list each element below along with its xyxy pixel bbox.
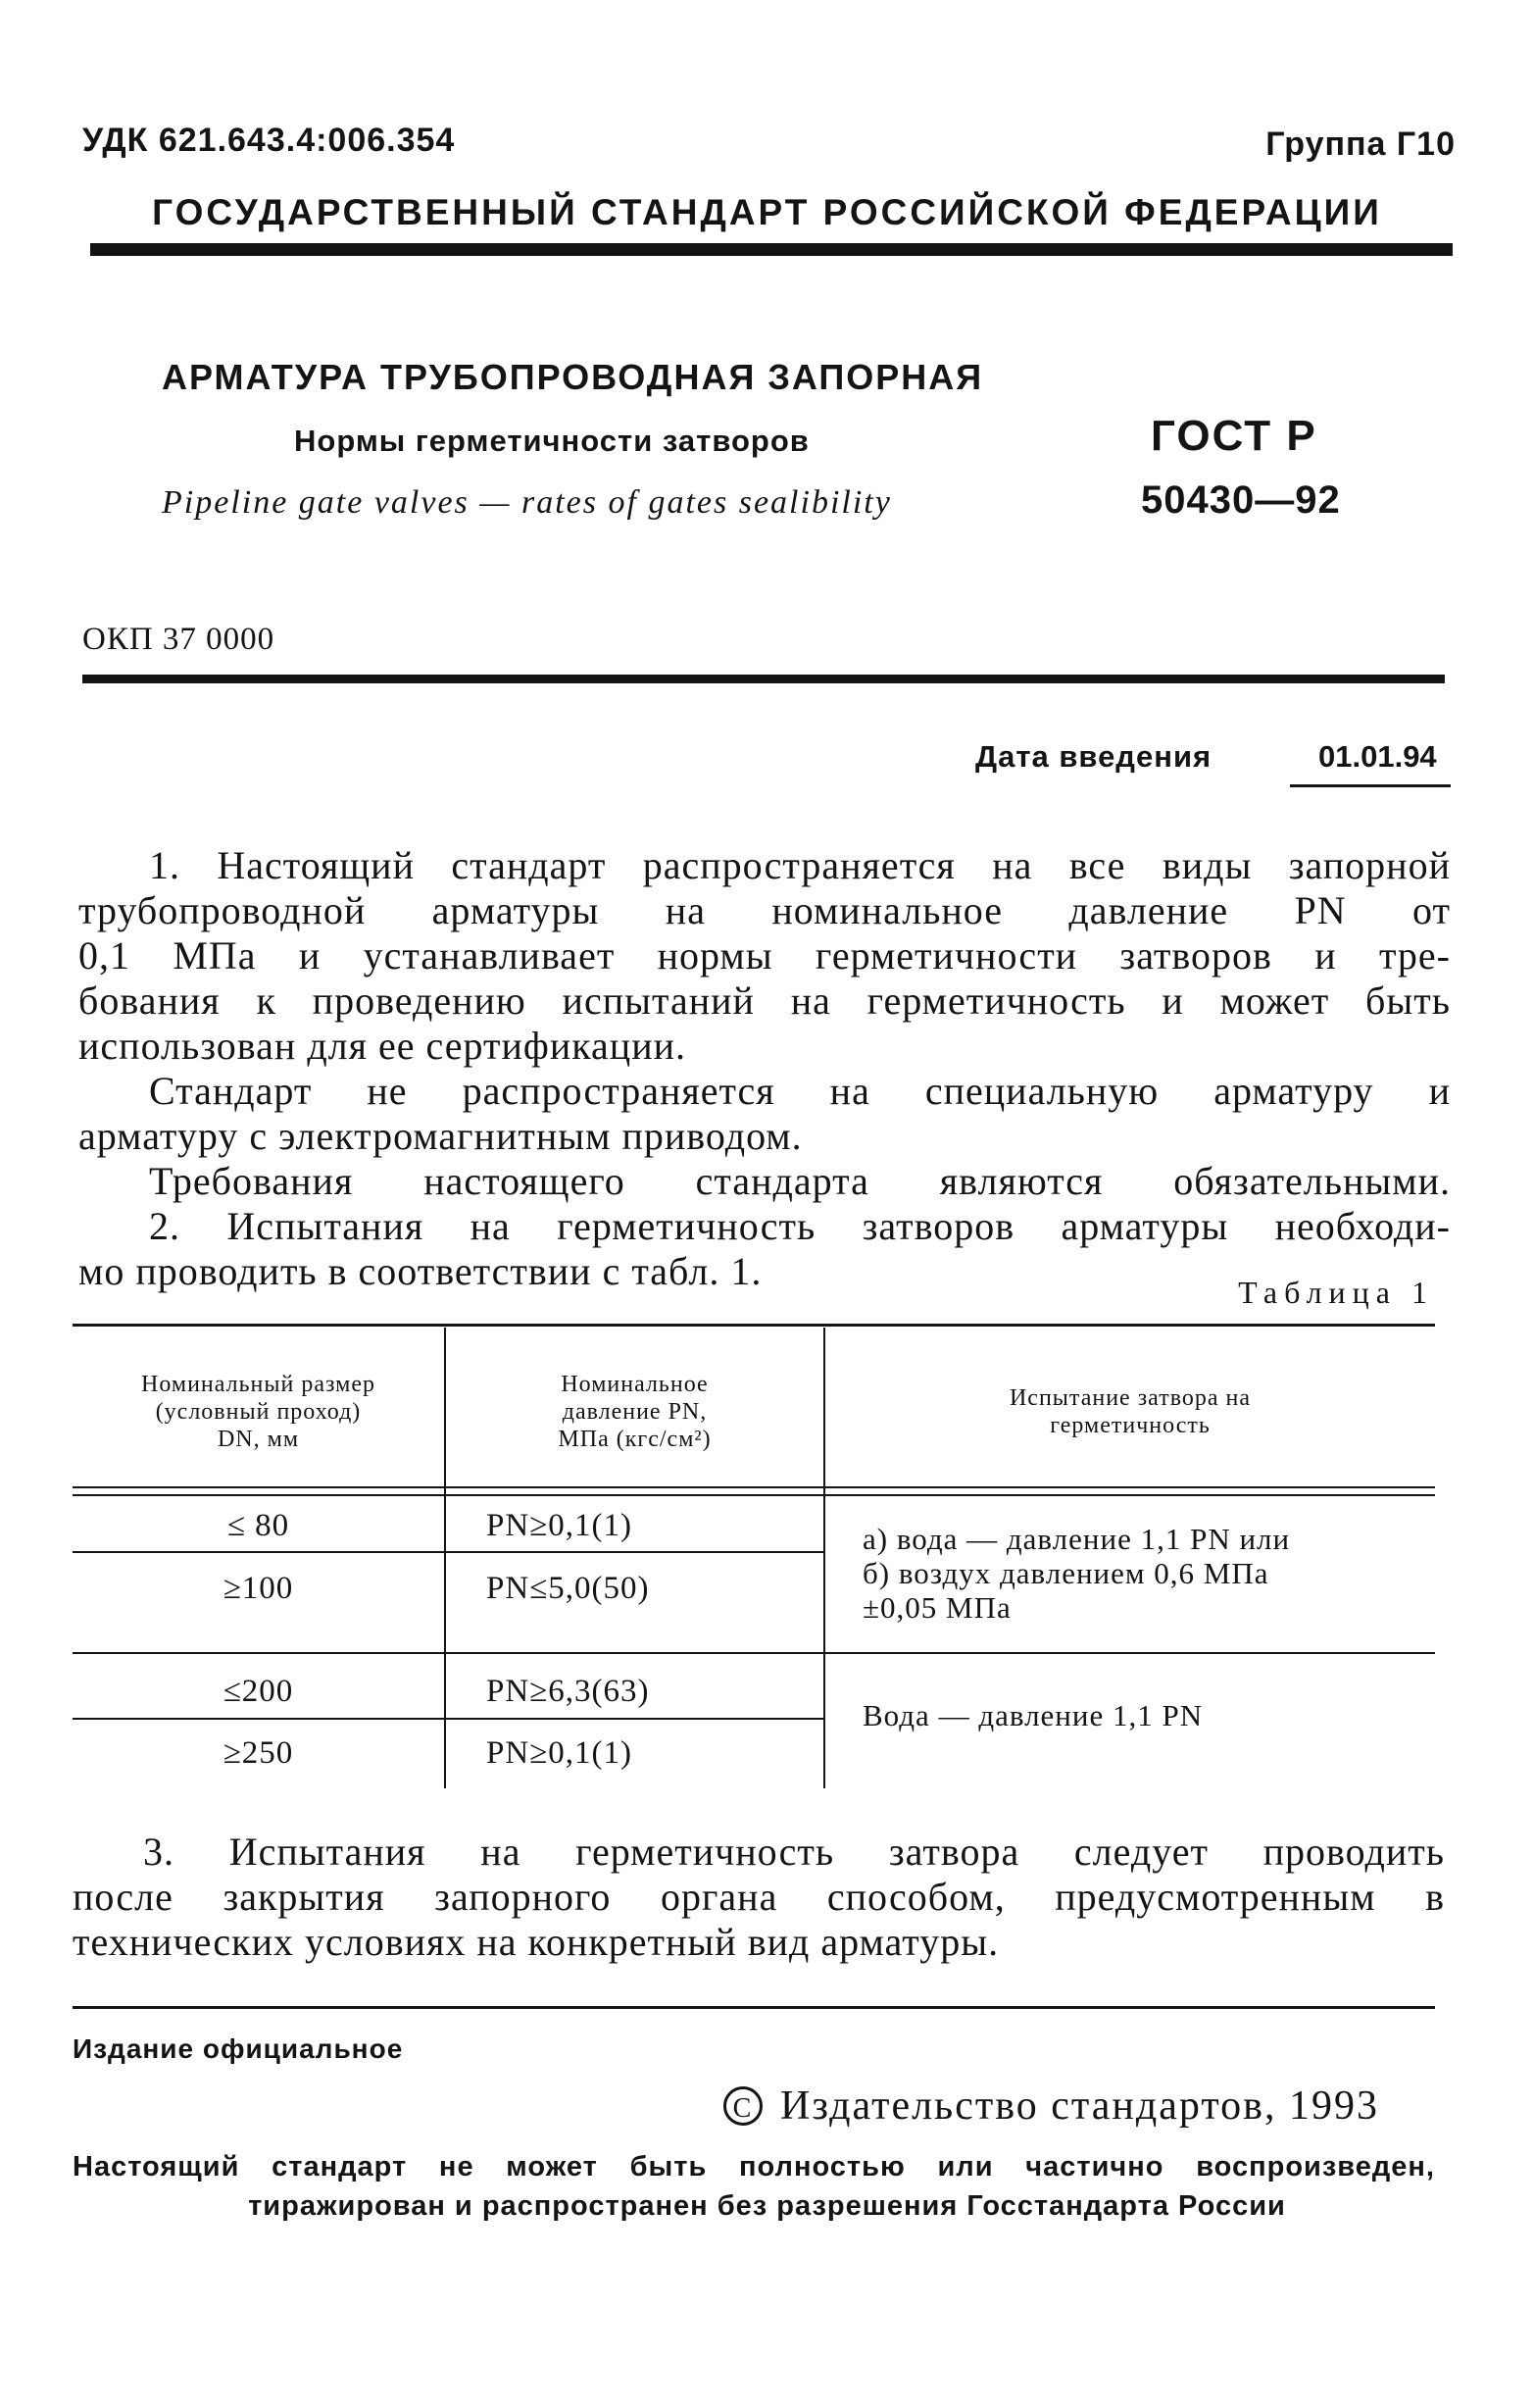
paragraph-line: технических условиях на конкретный вид арматуры.	[73, 1920, 1000, 1964]
table-header-rule	[73, 1494, 1435, 1496]
table-header-rule	[73, 1486, 1435, 1488]
header-line: Номинальное	[561, 1372, 709, 1397]
copyright-text: Издательство стандартов, 1993	[780, 2083, 1379, 2129]
row-rule	[73, 1718, 823, 1720]
table-cell-dn: ≥100	[223, 1571, 294, 1606]
table-cell-dn: ≥250	[223, 1735, 294, 1771]
test-line: Вода — давление 1,1 PN	[863, 1698, 1204, 1732]
intro-date-label: Дата введения	[975, 739, 1212, 774]
table-cell-pn: PN≤5,0(50)	[486, 1571, 650, 1606]
official-edition: Издание официальное	[73, 2033, 404, 2064]
gost-label: ГОСТ Р	[1151, 412, 1317, 460]
copyright-icon: C	[723, 2086, 763, 2126]
paragraph-5	[73, 1830, 1445, 1965]
header-line: DN, мм	[217, 1427, 300, 1452]
table-cell-dn: ≤ 80	[226, 1508, 290, 1543]
intro-date-value: 01.01.94	[1318, 739, 1437, 774]
paragraph-line: 3. Испытания на герметичность затвора следует проводить	[143, 1830, 1445, 1874]
paragraph-line: использован для ее сертификации.	[78, 1024, 687, 1068]
paragraph-line: мо проводить в соответствии с табл. 1.	[78, 1249, 763, 1293]
header-line: Испытание затвора на	[1009, 1385, 1252, 1411]
paragraph-line: 1. Настоящий стандарт распространяется на все виды запорной	[149, 843, 1451, 887]
row-rule	[73, 1551, 823, 1553]
header-line: Номинальный размер	[141, 1372, 375, 1397]
table-top-rule	[73, 1324, 1435, 1327]
test-line: а) вода — давление 1,1 PN или	[863, 1522, 1291, 1556]
test-line: б) воздух давлением 0,6 МПа	[863, 1556, 1269, 1590]
paragraph-2	[78, 1069, 1451, 1159]
okp-thick-rule	[82, 675, 1445, 683]
paragraph-line: после закрытия запорного органа способом, предусмотренным в	[73, 1875, 1445, 1919]
header-thick-rule	[90, 243, 1453, 256]
header-line: (условный проход)	[155, 1399, 362, 1425]
intro-date-underline	[1290, 784, 1451, 787]
test-line: ±0,05 МПа	[863, 1590, 1012, 1625]
paragraph-line: Стандарт не распространяется на специальную арматуру и	[149, 1069, 1451, 1113]
table-cell-pn: PN≥0,1(1)	[486, 1735, 633, 1771]
header-test	[825, 1384, 1435, 1439]
okp-code: ОКП 37 0000	[82, 622, 275, 657]
table-cell-test-group-1	[863, 1522, 1290, 1625]
udk-code: УДК 621.643.4:006.354	[82, 122, 456, 159]
header-dn	[73, 1371, 444, 1453]
copyright-line	[723, 2082, 1379, 2130]
footer-rule	[73, 2006, 1435, 2009]
table-cell-dn: ≤200	[223, 1674, 294, 1709]
reproduction-notice-line-1: Настоящий стандарт не может быть полностью или частично воспроизведен,	[73, 2151, 1435, 2182]
document-subtitle: Нормы герметичности затворов	[294, 424, 810, 458]
paragraph-line: 0,1 МПа и устанавливает нормы герметичности затворов и тре-	[78, 933, 1451, 978]
table-cell-pn: PN≥6,3(63)	[486, 1674, 650, 1709]
document-title: АРМАТУРА ТРУБОПРОВОДНАЯ ЗАПОРНАЯ	[162, 357, 984, 397]
paragraph-line: трубопроводной арматуры на номинальное давление PN от	[78, 888, 1451, 932]
table-caption: Таблица 1	[1238, 1275, 1434, 1310]
row-rule	[73, 1652, 1435, 1654]
paragraph-line: 2. Испытания на герметичность затворов арматуры необходи-	[149, 1204, 1451, 1248]
header-line: герметичность	[1050, 1413, 1211, 1438]
paragraph-line: Требования настоящего стандарта являются обязательными.	[149, 1159, 1451, 1203]
paragraph-line: арматуру с электромагнитным приводом.	[78, 1114, 803, 1158]
paragraph-line: бования к проведению испытаний на герметичность и может быть	[78, 978, 1451, 1023]
table-cell-pn: PN≥0,1(1)	[486, 1508, 633, 1543]
header-line: МПа (кгс/см²)	[558, 1427, 712, 1452]
paragraph-1	[78, 843, 1451, 1069]
header-pn	[446, 1371, 823, 1453]
reproduction-notice-line-2: тиражирован и распространен без разрешения Госстандарта России	[248, 2190, 1286, 2222]
header-line: давление PN,	[562, 1399, 708, 1425]
group-code: Группа Г10	[1265, 125, 1456, 163]
gost-number: 50430—92	[1141, 478, 1341, 522]
state-standard-heading: ГОСУДАРСТВЕННЫЙ СТАНДАРТ РОССИЙСКОЙ ФЕДЕРАЦИИ	[152, 192, 1382, 232]
paragraph-3	[78, 1159, 1451, 1204]
table-cell-test-group-2	[863, 1698, 1203, 1732]
english-title: Pipeline gate valves — rates of gates sealibility	[162, 484, 892, 521]
